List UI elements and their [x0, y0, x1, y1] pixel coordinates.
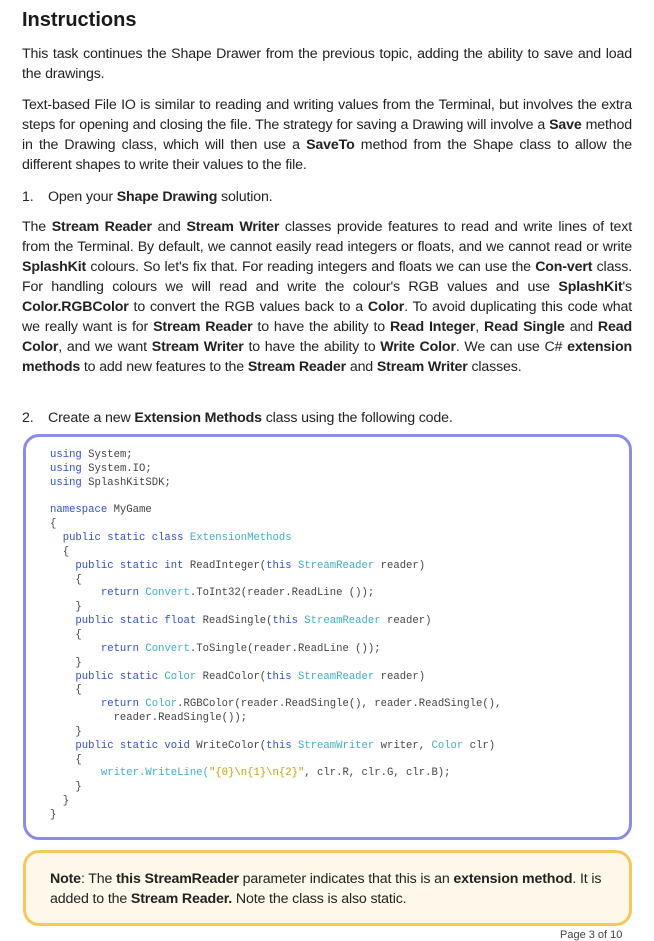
code-text: reader)	[374, 559, 426, 572]
code-text: WriteColor(	[189, 739, 267, 752]
note-callout	[23, 850, 632, 926]
term: SplashKit	[558, 279, 623, 295]
code-text: SplashKitSDK;	[81, 476, 171, 489]
code-text: }	[50, 781, 82, 794]
kw: public static	[50, 670, 159, 683]
type: Convert	[139, 587, 190, 600]
text: to have the ability to	[243, 339, 381, 355]
text: solution.	[217, 189, 273, 205]
text: Text-based File IO is similar to reading and writing values from the Terminal, but involves the extra steps for opening and closing the file. The strategy for saving a Drawing will involve a	[22, 97, 632, 133]
stream-paragraph	[22, 217, 632, 377]
term: Stream Reader	[153, 319, 253, 335]
code-text: reader)	[380, 615, 432, 628]
term: Stream Reader	[247, 359, 347, 375]
text: Create a new	[48, 410, 135, 426]
term: Write Color	[380, 339, 456, 355]
step-number: 2.	[22, 410, 34, 426]
type: Convert	[139, 642, 190, 655]
term: extension methods	[22, 339, 632, 375]
step-number: 1.	[22, 189, 34, 205]
code-text: ReadInteger(	[183, 559, 267, 572]
text: method in the Drawing class, which will then use a	[22, 117, 632, 153]
code-listing	[50, 449, 501, 823]
kw: using	[50, 476, 82, 489]
code-text: ReadSingle(	[196, 615, 273, 628]
text: class using the following code.	[261, 410, 453, 426]
page-footer: Page 3 of 10	[560, 929, 623, 941]
step-1	[22, 187, 632, 207]
term: Read Color	[22, 319, 633, 355]
type: Color	[158, 670, 197, 683]
type: ExtensionMethods	[183, 532, 292, 545]
term: Stream Reader.	[130, 891, 233, 907]
code-text: clr)	[463, 739, 496, 752]
kw: namespace	[50, 504, 108, 517]
kw: this	[266, 739, 292, 752]
code-text: writer,	[374, 739, 432, 752]
page-title: Instructions	[22, 9, 137, 31]
kw: return	[50, 698, 140, 711]
type: writer.WriteLine(	[50, 767, 209, 780]
text: Note the class is also static.	[232, 891, 407, 907]
type: Color	[139, 698, 178, 711]
kw: public static int	[50, 559, 184, 572]
code-text: }	[50, 795, 70, 808]
note-text	[50, 869, 610, 909]
code-text: }	[50, 656, 82, 669]
intro-paragraph: This task continues the Shape Drawer from the previous topic, adding the ability to save and load the drawings.	[22, 46, 632, 82]
text: to have the ability to	[252, 319, 390, 335]
kw: this	[266, 670, 292, 683]
code-text: ReadColor(	[196, 670, 267, 683]
text: colours. So let's fix that. For reading integers and floats we can use the	[86, 259, 536, 275]
text: classes provide features to read and write lines of text from the Terminal. By default, we cannot easily read integers or floats, and we cannot read or write	[22, 219, 632, 255]
term: this StreamReader	[116, 871, 239, 887]
code-text: MyGame	[107, 504, 152, 517]
text: 's	[622, 279, 632, 295]
code-text: , clr.R, clr.G, clr.B);	[304, 767, 451, 780]
text: class. For handling colours we will read and write the colour's RGB values and use	[22, 259, 632, 295]
kw: this	[272, 615, 298, 628]
file-io-paragraph	[22, 95, 632, 175]
code-text: }	[50, 808, 57, 821]
kw: return	[50, 587, 140, 600]
kw: using	[50, 462, 82, 475]
code-text: .ToSingle(reader.ReadLine ());	[189, 642, 381, 655]
term: Color	[367, 299, 405, 315]
note-label: Note	[50, 871, 81, 887]
text: Open your	[48, 189, 117, 205]
text: and	[346, 359, 377, 375]
text: to add new features to the	[80, 359, 248, 375]
text: . It is added to the	[50, 871, 602, 907]
code-text: System.IO;	[81, 462, 152, 475]
kw: using	[50, 449, 82, 461]
term: Stream Writer	[151, 339, 244, 355]
save-term: Save	[549, 117, 582, 133]
text: method from the Shape class to allow the different shapes to write their values to the file.	[22, 137, 632, 173]
kw: this	[266, 559, 292, 572]
code-text: {	[50, 628, 82, 641]
term: Read Single	[484, 319, 565, 335]
term: Stream Reader	[51, 219, 152, 235]
code-text: reader)	[374, 670, 426, 683]
code-text: {	[50, 753, 82, 766]
kw: public static float	[50, 615, 197, 628]
code-text: System;	[81, 449, 133, 461]
text: classes.	[467, 359, 522, 375]
code-text: {	[50, 573, 82, 586]
step-2	[22, 408, 632, 428]
text: The	[22, 219, 52, 235]
saveto-term: SaveTo	[306, 137, 355, 153]
code-text: .RGBColor(reader.ReadSingle(), reader.ReadSingle(),	[177, 698, 502, 711]
code-text: reader.ReadSingle());	[50, 712, 248, 725]
text: and	[151, 219, 187, 235]
type: Color	[431, 739, 464, 752]
shape-drawing-term: Shape Drawing	[116, 189, 218, 205]
term: Color.RGBColor	[22, 299, 129, 315]
term: Con-vert	[535, 259, 593, 275]
term: SplashKit	[22, 259, 87, 275]
code-text: }	[50, 601, 82, 614]
text: . To avoid duplicating this code what we really want is for	[22, 299, 632, 335]
type: StreamReader	[291, 670, 375, 683]
type: StreamReader	[291, 559, 375, 572]
text: to convert the RGB values back to a	[128, 299, 368, 315]
kw: return	[50, 642, 140, 655]
term: extension method	[453, 871, 573, 887]
code-text: }	[50, 725, 82, 738]
text: , and we want	[58, 339, 152, 355]
kw: public static void	[50, 739, 190, 752]
type: StreamReader	[297, 615, 381, 628]
text: : The	[80, 871, 117, 887]
code-text: {	[50, 545, 70, 558]
text: parameter indicates that this is an	[238, 871, 454, 887]
type: StreamWriter	[291, 739, 375, 752]
kw: public static class	[50, 532, 184, 545]
code-block	[23, 434, 632, 840]
term: Stream Writer	[376, 359, 468, 375]
term: Read Integer	[389, 319, 476, 335]
code-text: {	[50, 684, 82, 697]
text: and	[564, 319, 598, 335]
extension-methods-term: Extension Methods	[134, 410, 262, 426]
code-text: .ToInt32(reader.ReadLine ());	[189, 587, 375, 600]
string-literal: "{0}\n{1}\n{2}"	[208, 767, 305, 780]
code-text: {	[50, 518, 57, 531]
text: . We can use C#	[455, 339, 568, 355]
text: ,	[475, 319, 485, 335]
term: Stream Writer	[186, 219, 280, 235]
